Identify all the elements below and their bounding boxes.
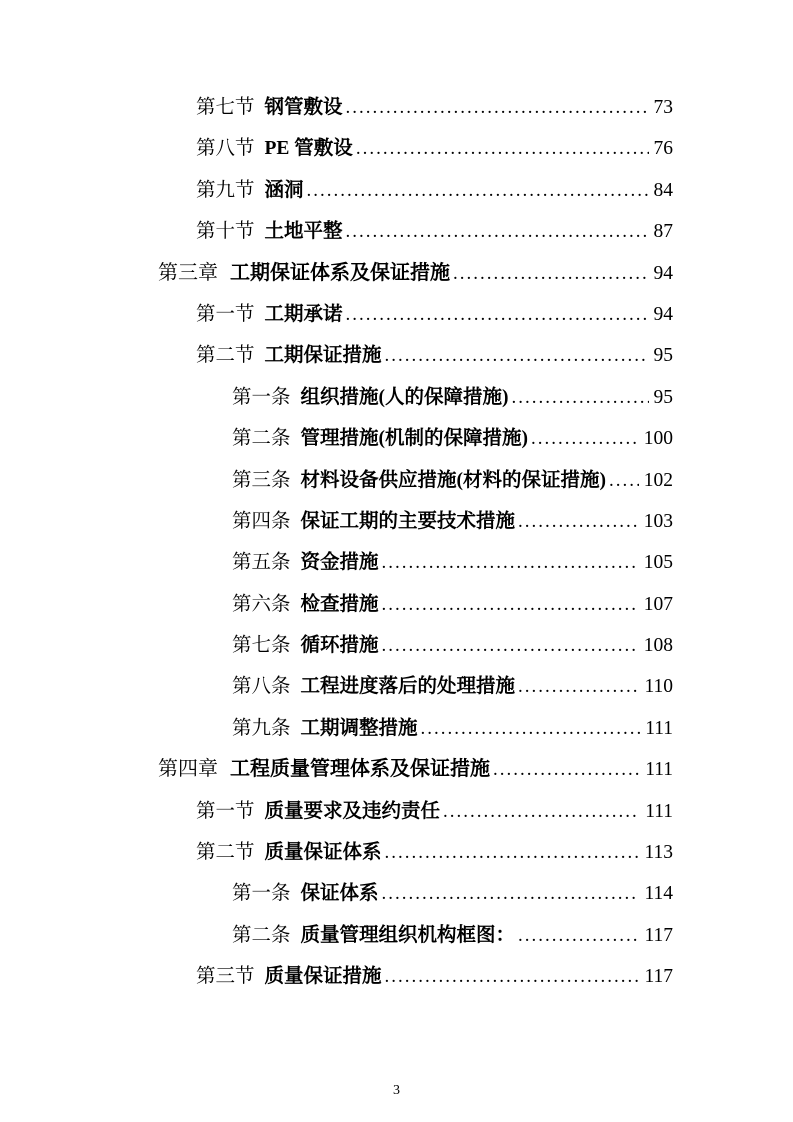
toc-entry-label: 第四条 bbox=[232, 510, 291, 532]
toc-entry-page-number: 76 bbox=[653, 138, 673, 160]
toc-entry-title: 资金措施 bbox=[300, 552, 379, 574]
toc-entry-title: 土地平整 bbox=[264, 221, 343, 243]
toc-entry-page-number: 117 bbox=[644, 924, 673, 946]
toc-entry-title: 工程质量管理体系及保证措施 bbox=[230, 758, 490, 781]
toc-entry[interactable] bbox=[196, 956, 673, 997]
toc-entry-label: 第一节 bbox=[196, 800, 255, 822]
toc-entry-label: 第五条 bbox=[232, 552, 291, 574]
dot-leader bbox=[307, 170, 649, 211]
toc-entry-title: 工期调整措施 bbox=[300, 717, 418, 739]
toc-entry-title: 材料设备供应措施(材料的保证措施) bbox=[300, 469, 607, 491]
dot-leader bbox=[493, 749, 640, 790]
toc-entry-label: 第九条 bbox=[232, 717, 291, 739]
toc-entry[interactable] bbox=[196, 211, 673, 252]
toc-entry-page-number: 117 bbox=[644, 966, 673, 988]
toc-entry-page-number: 111 bbox=[645, 717, 673, 739]
table-of-contents bbox=[0, 87, 673, 998]
dot-leader bbox=[346, 87, 649, 128]
toc-entry[interactable] bbox=[232, 915, 673, 956]
toc-entry-label: 第一节 bbox=[196, 303, 255, 325]
toc-entry-label: 第四章 bbox=[158, 758, 218, 781]
toc-entry-page-number: 84 bbox=[653, 179, 673, 201]
toc-entry-title: 管理措施(机制的保障措施) bbox=[300, 428, 529, 450]
toc-entry-title: 工期保证体系及保证措施 bbox=[230, 261, 450, 284]
toc-entry-title: PE 管敷设 bbox=[264, 138, 353, 160]
toc-entry[interactable] bbox=[232, 501, 673, 542]
dot-leader bbox=[385, 335, 649, 376]
toc-entry-page-number: 94 bbox=[653, 262, 673, 284]
toc-entry-page-number: 105 bbox=[643, 552, 673, 574]
toc-entry-title: 保证工期的主要技术措施 bbox=[300, 510, 516, 532]
toc-entry-title: 质量保证措施 bbox=[264, 966, 382, 988]
toc-entry-title: 钢管敷设 bbox=[264, 97, 343, 118]
toc-entry-page-number: 111 bbox=[645, 759, 673, 781]
page-footer bbox=[0, 1084, 793, 1098]
toc-entry[interactable] bbox=[196, 294, 673, 335]
toc-entry-label: 第二节 bbox=[196, 345, 255, 367]
toc-entry-title: 工程进度落后的处理措施 bbox=[300, 676, 516, 698]
toc-entry-label: 第二条 bbox=[232, 924, 291, 946]
toc-entry[interactable] bbox=[232, 377, 673, 418]
toc-entry-page-number: 95 bbox=[653, 345, 673, 367]
page-number: 3 bbox=[393, 1083, 400, 1098]
toc-entry[interactable] bbox=[158, 749, 673, 790]
toc-entry-page-number: 94 bbox=[653, 303, 673, 325]
dot-leader bbox=[382, 542, 639, 583]
toc-entry-title: 组织措施(人的保障措施) bbox=[300, 386, 509, 408]
toc-entry-page-number: 107 bbox=[643, 593, 673, 615]
toc-entry-page-number: 111 bbox=[645, 800, 673, 822]
dot-leader bbox=[382, 873, 640, 914]
toc-entry[interactable] bbox=[232, 460, 673, 501]
dot-leader bbox=[453, 253, 649, 294]
dot-leader bbox=[609, 460, 639, 501]
toc-entry[interactable] bbox=[196, 335, 673, 376]
dot-leader bbox=[421, 708, 641, 749]
toc-entry-title: 质量管理组织机构框图： bbox=[300, 924, 516, 946]
toc-entry[interactable] bbox=[232, 666, 673, 707]
dot-leader bbox=[346, 294, 649, 335]
dot-leader bbox=[518, 666, 639, 707]
toc-entry-title: 涵洞 bbox=[264, 179, 304, 201]
toc-entry-title: 检查措施 bbox=[300, 593, 379, 615]
dot-leader bbox=[346, 211, 649, 252]
toc-entry-page-number: 87 bbox=[653, 221, 673, 243]
toc-entry-label: 第一条 bbox=[232, 883, 291, 905]
toc-entry[interactable] bbox=[232, 584, 673, 625]
toc-entry-page-number: 110 bbox=[644, 676, 673, 698]
dot-leader bbox=[382, 625, 639, 666]
toc-entry-page-number: 73 bbox=[653, 97, 673, 118]
dot-leader bbox=[531, 418, 639, 459]
toc-entry-label: 第三条 bbox=[232, 469, 291, 491]
toc-entry[interactable] bbox=[232, 418, 673, 459]
toc-entry-label: 第六条 bbox=[232, 593, 291, 615]
dot-leader bbox=[356, 128, 649, 169]
toc-entry-title: 保证体系 bbox=[300, 883, 379, 905]
toc-entry[interactable] bbox=[196, 791, 673, 832]
toc-entry-page-number: 114 bbox=[644, 883, 673, 905]
dot-leader bbox=[518, 501, 639, 542]
toc-entry-label: 第二节 bbox=[196, 842, 255, 864]
toc-entry-title: 质量要求及违约责任 bbox=[264, 800, 441, 822]
toc-entry[interactable] bbox=[196, 832, 673, 873]
toc-entry[interactable] bbox=[158, 253, 673, 294]
toc-entry[interactable] bbox=[196, 87, 673, 128]
toc-entry-page-number: 95 bbox=[653, 386, 673, 408]
toc-entry-label: 第三节 bbox=[196, 966, 255, 988]
toc-entry-page-number: 102 bbox=[643, 469, 673, 491]
dot-leader bbox=[385, 956, 640, 997]
toc-entry[interactable] bbox=[196, 128, 673, 169]
toc-entry-label: 第十节 bbox=[196, 221, 255, 243]
dot-leader bbox=[382, 584, 639, 625]
toc-entry-label: 第八条 bbox=[232, 676, 291, 698]
dot-leader bbox=[385, 832, 640, 873]
dot-leader bbox=[518, 915, 639, 956]
toc-entry-label: 第七节 bbox=[196, 97, 255, 118]
toc-entry[interactable] bbox=[232, 542, 673, 583]
toc-entry-page-number: 103 bbox=[643, 510, 673, 532]
toc-entry-title: 质量保证体系 bbox=[264, 842, 382, 864]
toc-entry-page-number: 113 bbox=[644, 842, 673, 864]
toc-entry[interactable] bbox=[196, 170, 673, 211]
toc-entry-title: 循环措施 bbox=[300, 635, 379, 657]
toc-entry-label: 第一条 bbox=[232, 386, 291, 408]
toc-entry-label: 第三章 bbox=[158, 261, 218, 284]
toc-entry-title: 工期承诺 bbox=[264, 303, 343, 325]
toc-entry[interactable] bbox=[232, 873, 673, 914]
toc-entry-label: 第七条 bbox=[232, 635, 291, 657]
dot-leader bbox=[443, 791, 640, 832]
toc-entry-label: 第九节 bbox=[196, 179, 255, 201]
toc-entry[interactable] bbox=[232, 708, 673, 749]
toc-entry-title: 工期保证措施 bbox=[264, 345, 382, 367]
toc-entry-page-number: 100 bbox=[643, 428, 673, 450]
toc-entry-label: 第二条 bbox=[232, 428, 291, 450]
toc-entry-label: 第八节 bbox=[196, 138, 255, 160]
dot-leader bbox=[512, 377, 649, 418]
toc-entry-page-number: 108 bbox=[643, 635, 673, 657]
toc-entry[interactable] bbox=[232, 625, 673, 666]
